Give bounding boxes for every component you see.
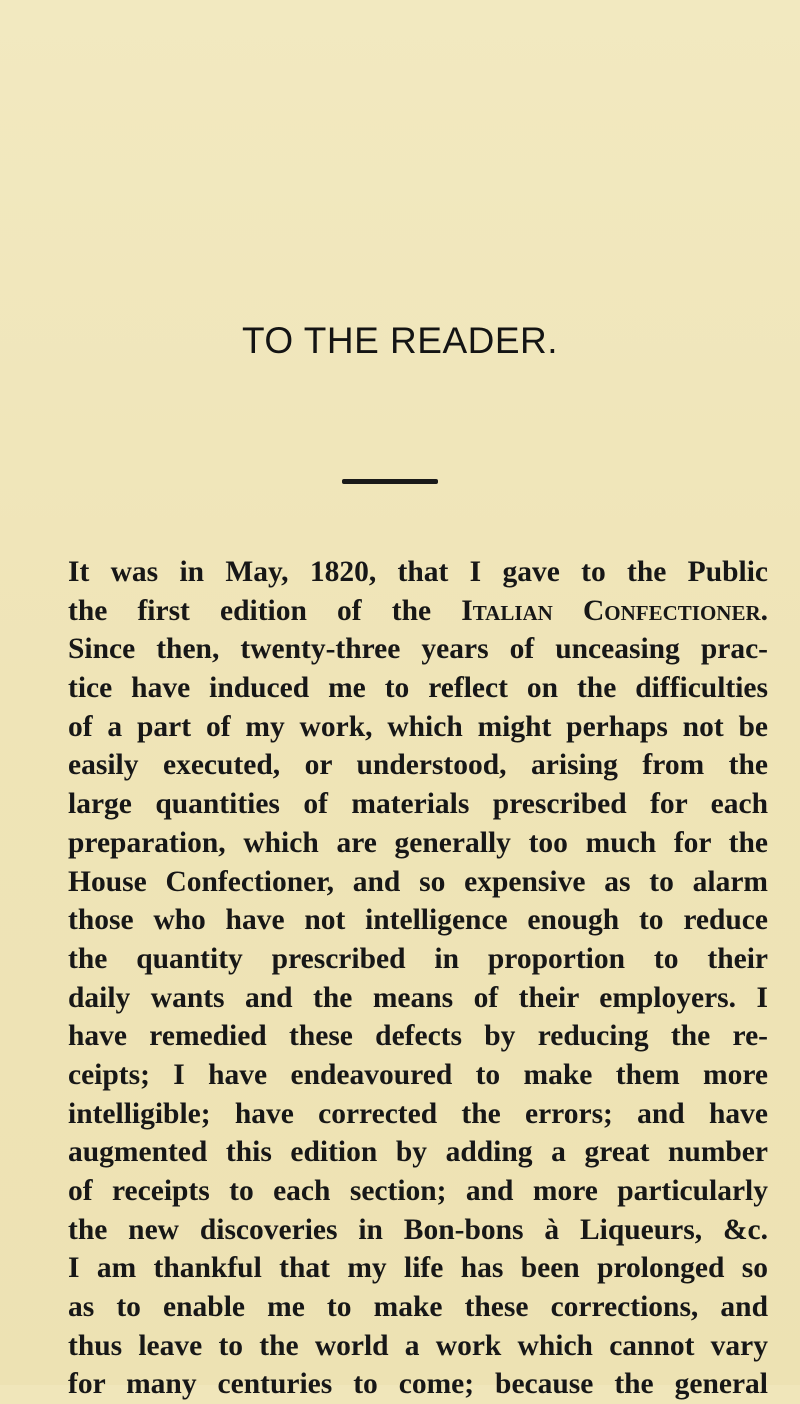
book-title-smallcaps: Italian Confectioner.: [461, 594, 768, 627]
text-line: [68, 592, 768, 631]
text-line: [68, 1288, 768, 1327]
text-line: [68, 630, 768, 669]
text-line: [68, 553, 768, 592]
text-line: [68, 708, 768, 747]
text-line: [68, 785, 768, 824]
text-segment: augmented this edition by adding a great number: [68, 1136, 768, 1169]
text-line: [68, 669, 768, 708]
text-line: [68, 1133, 768, 1172]
text-segment: the first edition of the: [68, 594, 462, 627]
text-segment: the quantity prescribed in proportion to their: [68, 942, 768, 975]
text-segment: daily wants and the means of their employers. I: [68, 981, 768, 1014]
text-segment: intelligible; have corrected the errors; and have: [68, 1097, 768, 1130]
text-line: [68, 1327, 768, 1366]
text-segment: as to enable me to make these corrections, and: [68, 1291, 768, 1324]
heading-rule: [342, 479, 438, 484]
text-segment: for many centuries to come; because the general: [68, 1368, 768, 1401]
text-line: [68, 1172, 768, 1211]
text-segment: those who have not intelligence enough to reduce: [68, 904, 768, 937]
text-segment: I am thankful that my life has been prolonged so: [68, 1252, 768, 1285]
text-line: [68, 1017, 768, 1056]
text-segment: of receipts to each section; and more particularly: [68, 1175, 768, 1207]
text-segment: of a part of my work, which might perhaps not be: [68, 710, 768, 743]
text-line: [68, 746, 768, 785]
text-line: [68, 1095, 768, 1134]
page-heading: TO THE READER.: [241, 320, 559, 361]
text-line: [68, 824, 768, 863]
text-line: [68, 1056, 768, 1095]
text-segment: large quantities of materials prescribed for each: [68, 788, 768, 821]
text-line: [68, 1211, 768, 1250]
text-segment: House Confectioner, and so expensive as to alarm: [68, 865, 768, 898]
text-segment: ceipts; I have endeavoured to make them more: [68, 1058, 768, 1091]
text-segment: thus leave to the world a work which cannot vary: [68, 1329, 768, 1362]
text-segment: easily executed, or understood, arising from the: [68, 749, 768, 782]
text-segment: Since then, twenty-three years of unceasing prac-: [68, 633, 768, 666]
text-line: [68, 979, 768, 1018]
text-line: [68, 863, 768, 902]
text-segment: have remedied these defects by reducing the re-: [68, 1020, 768, 1053]
text-line: [68, 940, 768, 979]
text-line: [68, 1249, 768, 1288]
text-segment: preparation, which are generally too much for the: [68, 826, 768, 859]
text-segment: the new discoveries in Bon-bons à Liqueurs, &c.: [68, 1213, 768, 1246]
text-line: [68, 901, 768, 940]
body-text: [68, 553, 768, 1404]
text-segment: It was in May, 1820, that I gave to the Public: [68, 556, 768, 588]
text-segment: tice have induced me to reflect on the difficulties: [68, 672, 768, 705]
